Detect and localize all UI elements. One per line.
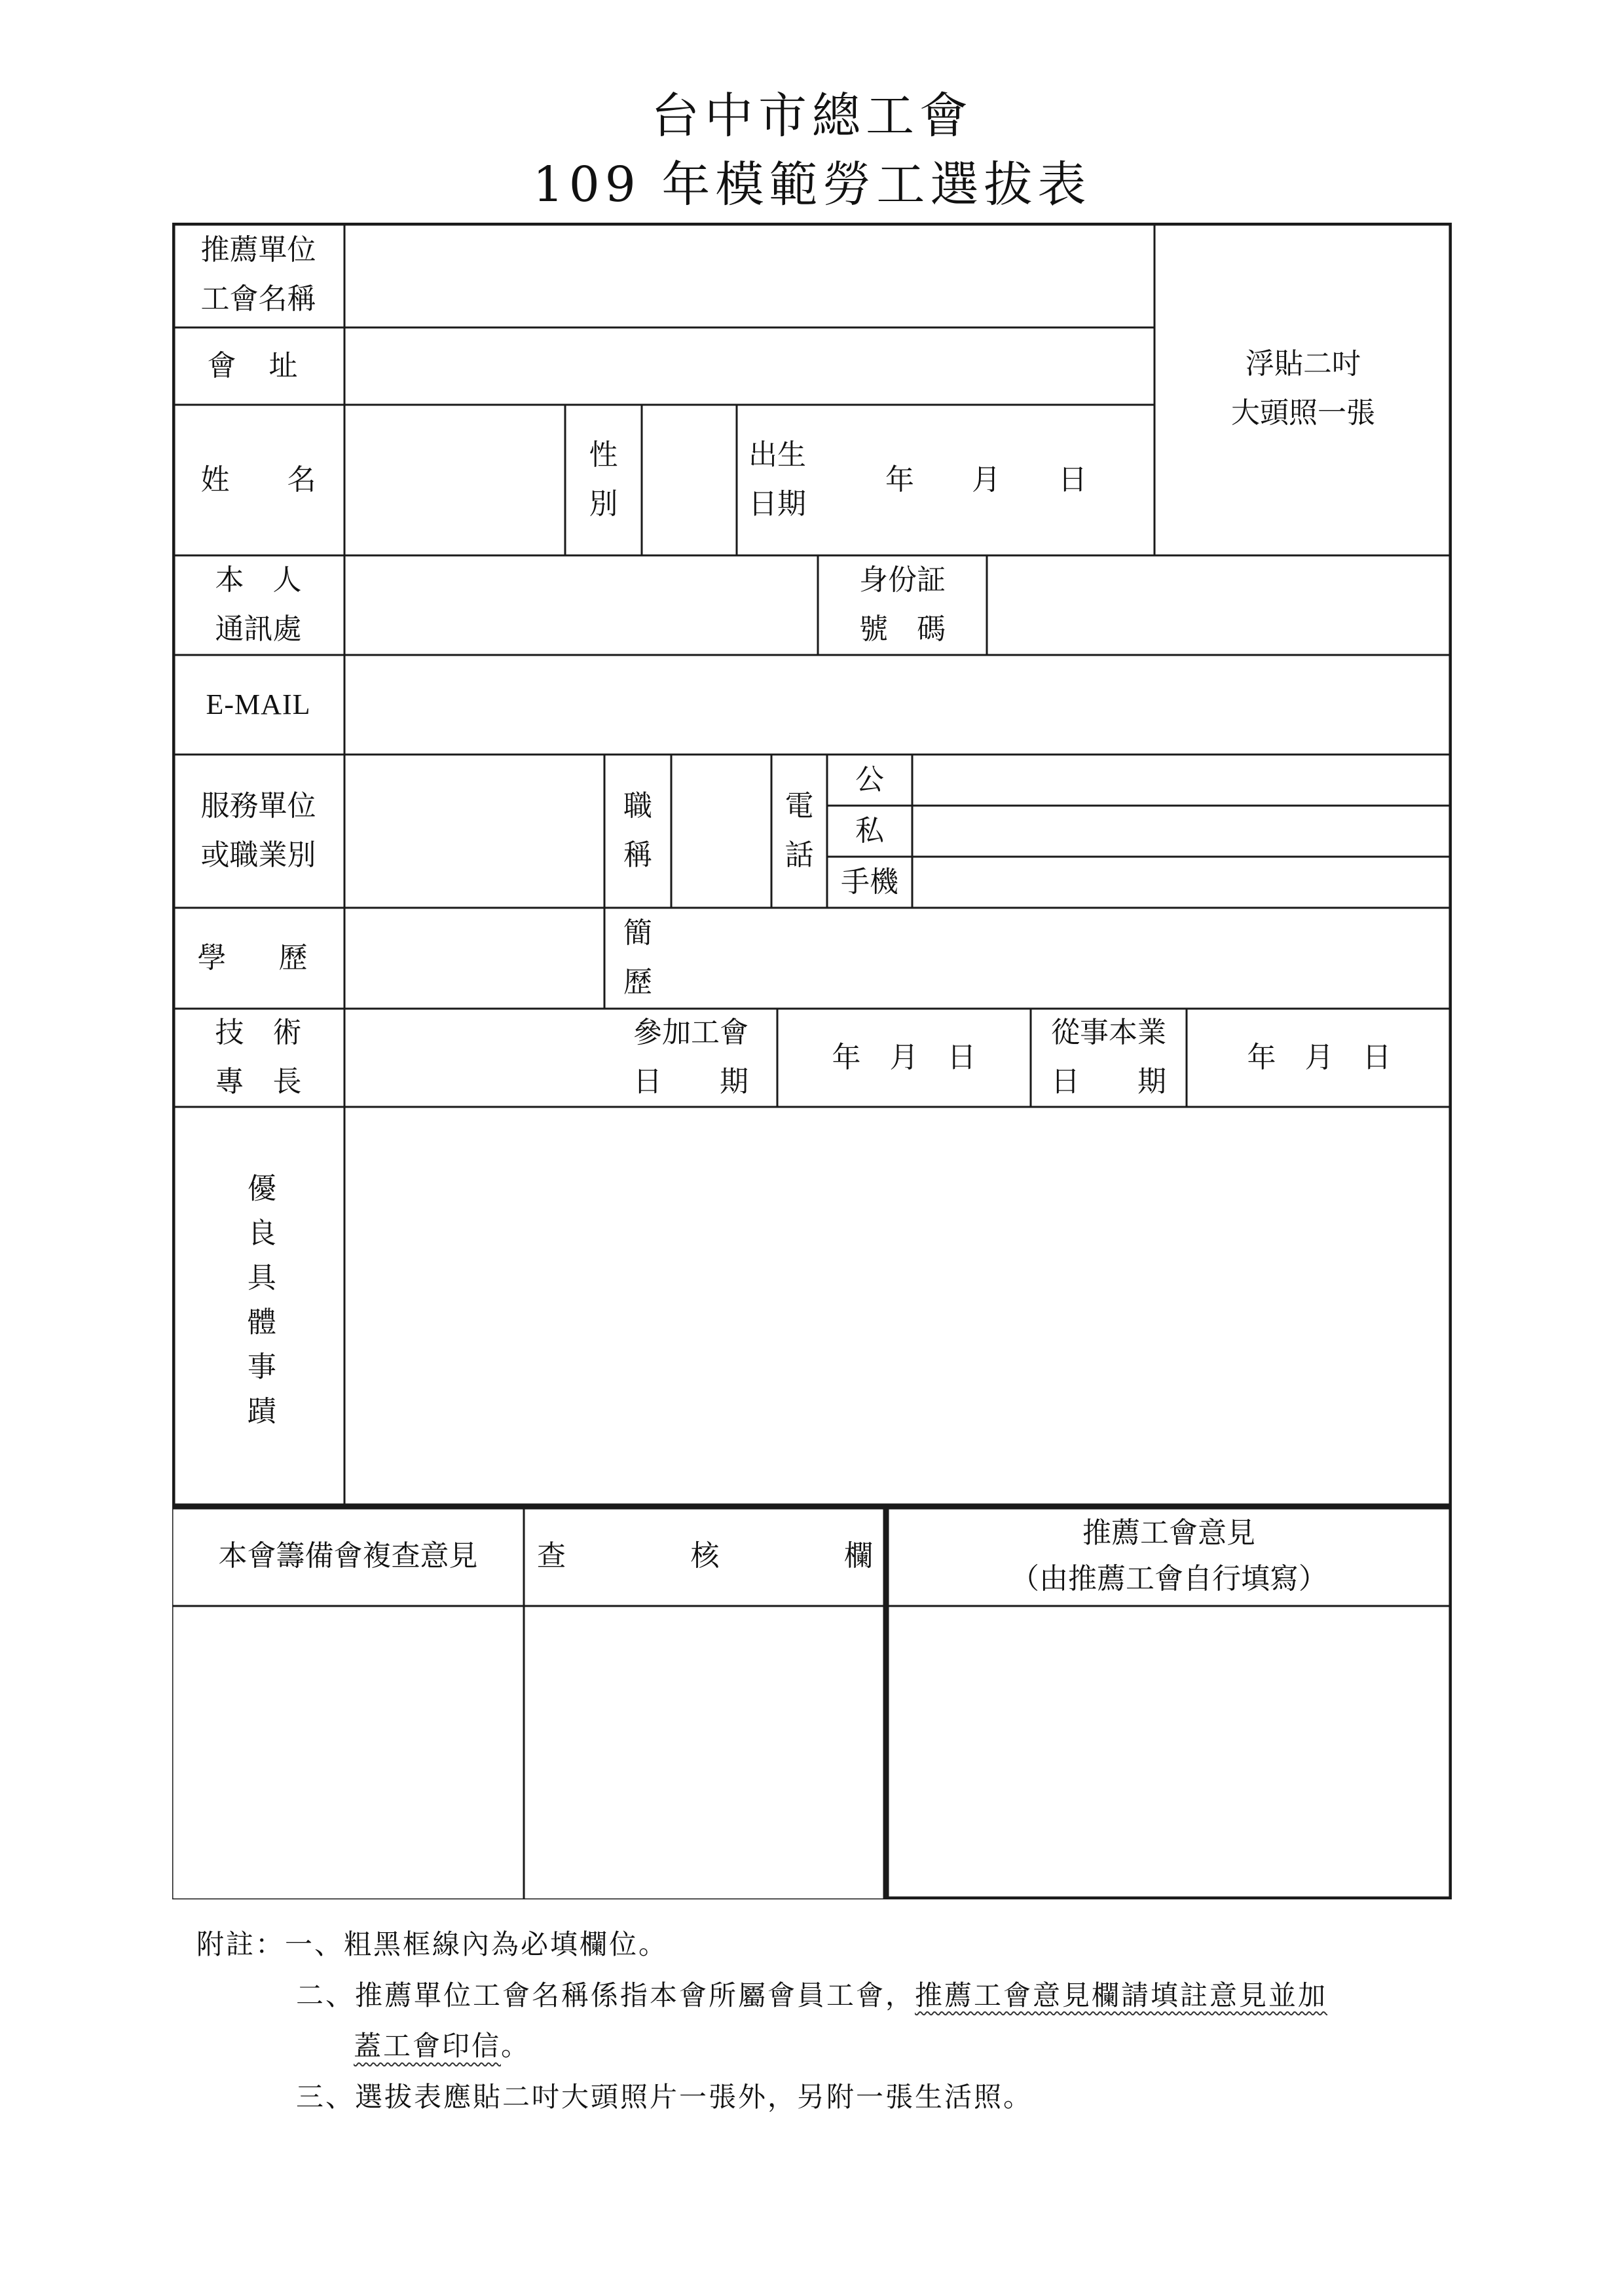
note-2-text: 二、推薦單位工會名稱係指本會所屬會員工會，	[296, 1979, 915, 2011]
address-label: 會 址	[207, 348, 310, 382]
audit-char-1: 查	[537, 1539, 566, 1573]
recommend-opinion-field[interactable]	[886, 1606, 1452, 1899]
birth-date-placeholder: 年 月 日	[885, 462, 1087, 496]
recommend-unit-field[interactable]	[344, 223, 1154, 327]
union-join-date-label: 參加工會 日 期	[633, 1016, 748, 1098]
phone-home-field[interactable]	[912, 806, 1452, 857]
workplace-field[interactable]	[344, 755, 604, 908]
skill-field[interactable]	[344, 1009, 604, 1107]
phone-label: 電 話	[784, 789, 814, 872]
career-start-date-field[interactable]	[1187, 1009, 1452, 1107]
audit-column-label	[524, 1506, 886, 1606]
note-2-emphasis: 推薦工會意見欄請填註意見並加	[915, 1979, 1328, 2011]
review-opinion-label: 本會籌備會複查意見	[218, 1539, 478, 1573]
email-field[interactable]	[344, 655, 1452, 755]
workplace-label: 服務單位 或職業別	[200, 789, 316, 872]
selection-form	[172, 223, 1452, 1899]
note-2-continued	[196, 2021, 1441, 2072]
job-title-field[interactable]	[671, 755, 771, 908]
page-title: 台中市總工會	[651, 88, 973, 144]
note-1	[196, 1919, 1441, 1970]
phone-mobile-label: 手機	[841, 865, 898, 899]
note-2-emphasis-cont: 蓋工會印信	[354, 2030, 502, 2062]
note-2-end: 。	[501, 2030, 531, 2062]
photo-note: 浮貼二吋 大頭照一張	[1231, 347, 1375, 430]
union-join-date-placeholder: 年 月 日	[832, 1040, 976, 1074]
gender-label: 性 別	[589, 438, 618, 521]
resume-field[interactable]	[671, 908, 1452, 1009]
audit-field[interactable]	[524, 1606, 886, 1899]
contact-address-label: 本 人 通訊處	[215, 563, 302, 646]
phone-office-field[interactable]	[912, 755, 1452, 806]
skill-label: 技 術 專 長	[215, 1016, 302, 1098]
name-label: 姓 名	[200, 462, 316, 496]
audit-char-3: 欄	[844, 1539, 873, 1573]
audit-char-2: 核	[690, 1539, 720, 1573]
birth-date-field[interactable]	[818, 405, 1154, 555]
career-start-date-label: 從事本業 日 期	[1051, 1016, 1166, 1098]
recommend-opinion-label: 推薦工會意見 （由推薦工會自行填寫）	[1010, 1516, 1327, 1595]
achievements-field[interactable]	[344, 1107, 1452, 1506]
note-prefix: 附註：	[196, 1928, 286, 1960]
footnotes	[196, 1919, 1441, 2123]
recommend-unit-label: 推薦單位 工會名稱	[200, 233, 316, 316]
resume-label: 簡 歷	[623, 916, 652, 999]
phone-home-label: 私	[855, 813, 884, 848]
career-start-date-placeholder: 年 月 日	[1247, 1040, 1392, 1074]
address-field[interactable]	[344, 327, 1154, 405]
page-subtitle: 109 年模範勞工選拔表	[532, 157, 1092, 213]
education-field[interactable]	[344, 908, 604, 1009]
id-number-field[interactable]	[987, 555, 1452, 655]
photo-placeholder[interactable]	[1154, 223, 1452, 555]
birth-date-label: 出生 日期	[748, 438, 806, 521]
note-2	[196, 1970, 1441, 2021]
email-label: E-MAIL	[206, 688, 311, 720]
gender-field[interactable]	[642, 405, 737, 555]
education-label: 學 歷	[197, 941, 320, 975]
note-3	[196, 2072, 1441, 2123]
job-title-label: 職 稱	[623, 789, 652, 872]
id-number-label: 身份証 號 碼	[859, 563, 946, 646]
name-field[interactable]	[344, 405, 565, 555]
review-opinion-field[interactable]	[172, 1606, 524, 1899]
union-join-date-field[interactable]	[777, 1009, 1031, 1107]
phone-office-label: 公	[855, 762, 884, 796]
note-3-text: 三、選拔表應貼二吋大頭照片一張外，另附一張生活照。	[296, 2081, 1033, 2114]
note-1-text: 一、粗黑框線內為必填欄位。	[285, 1928, 669, 1960]
contact-address-field[interactable]	[344, 555, 818, 655]
achievements-label: 優良具體事蹟	[242, 1173, 276, 1440]
phone-mobile-field[interactable]	[912, 857, 1452, 908]
